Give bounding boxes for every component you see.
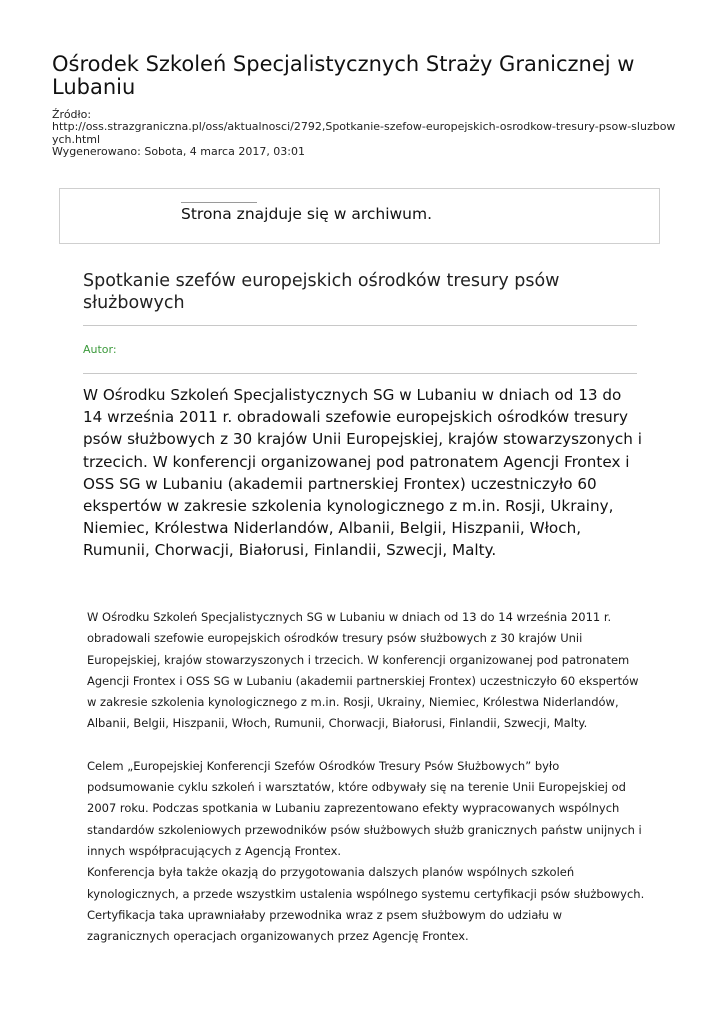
article-paragraph: Celem „Europejskiej Konferencji Szefów Ośrodków Tresury Psów Służbowych” było podsumowanie cyklu szkoleń i warsztatów, które odbywały się na terenie Unii Europejskiej od 2007 roku. Podczas spotkania w Lubaniu zaprezentowano efekty wypracowanych wspólnych standardów szkoleniowych przewodników psów służbowych służb granicznych państw unijnych i innych współpracujących z Agencją Frontex. <box>87 758 642 858</box>
source-label: Źródło: <box>52 108 92 121</box>
source-url: http://oss.strazgraniczna.pl/oss/aktualnosci/2792,Spotkanie-szefow-europejskich-osrodkow-tresury-psow-sluzbowych.html <box>52 120 676 146</box>
site-title: Ośrodek Szkoleń Specjalistycznych Straży Granicznej w Lubaniu <box>52 52 635 99</box>
generated-date: Wygenerowano: Sobota, 4 marca 2017, 03:01 <box>52 145 306 159</box>
archive-divider <box>181 202 257 203</box>
article-paragraph: Konferencja była także okazją do przygotowania dalszych planów wspólnych szkoleń kynologicznych, a przede wszystkim ustalenia wspólnego systemu certyfikacji psów służbowych. Certyfikacja taka uprawniałaby przewodnika wraz z psem służbowym do udziału w zagranicznych operacjach organizowanych przez Agencję Frontex. <box>87 865 645 944</box>
article-body <box>87 607 647 947</box>
author-divider <box>83 373 637 374</box>
source-info <box>52 109 677 159</box>
archive-notice-box <box>59 188 660 244</box>
article-paragraph: W Ośrodku Szkoleń Specjalistycznych SG w Lubaniu w dniach od 13 do 14 września 2011 r. obradowali szefowie europejskich ośrodków tresury psów służbowych z 30 krajów Unii Europejskiej, krajów stowarzyszonych i trzecich. W konferencji organizowanej pod patronatem Agencji Frontex i OSS SG w Lubaniu (akademii partnerskiej Frontex) uczestniczyło 60 ekspertów w zakresie szkolenia kynologicznego z m.in. Rosji, Ukrainy, Niemiec, Królestwa Niderlandów, Albanii, Belgii, Hiszpanii, Włoch, Rumunii, Chorwacji, Białorusi, Finlandii, Szwecji, Malty. <box>87 610 639 731</box>
archive-notice: Strona znajduje się w archiwum. <box>181 205 433 223</box>
article-title: Spotkanie szefów europejskich ośrodków tresury psów służbowych <box>83 271 560 313</box>
title-divider <box>83 325 637 326</box>
article-lead: W Ośrodku Szkoleń Specjalistycznych SG w Lubaniu w dniach od 13 do 14 września 2011 r. obradowali szefowie europejskich ośrodków tresury psów służbowych z 30 krajów Unii Europejskiej, krajów stowarzyszonych i trzecich. W konferencji organizowanej pod patronatem Agencji Frontex i OSS SG w Lubaniu (akademii partnerskiej Frontex) uczestniczyło 60 ekspertów w zakresie szkolenia kynologicznego z m.in. Rosji, Ukrainy, Niemiec, Królestwa Niderlandów, Albanii, Belgii, Hiszpanii, Włoch, Rumunii, Chorwacji, Białorusi, Finlandii, Szwecji, Malty. <box>83 386 642 560</box>
author-label: Autor: <box>83 343 117 356</box>
